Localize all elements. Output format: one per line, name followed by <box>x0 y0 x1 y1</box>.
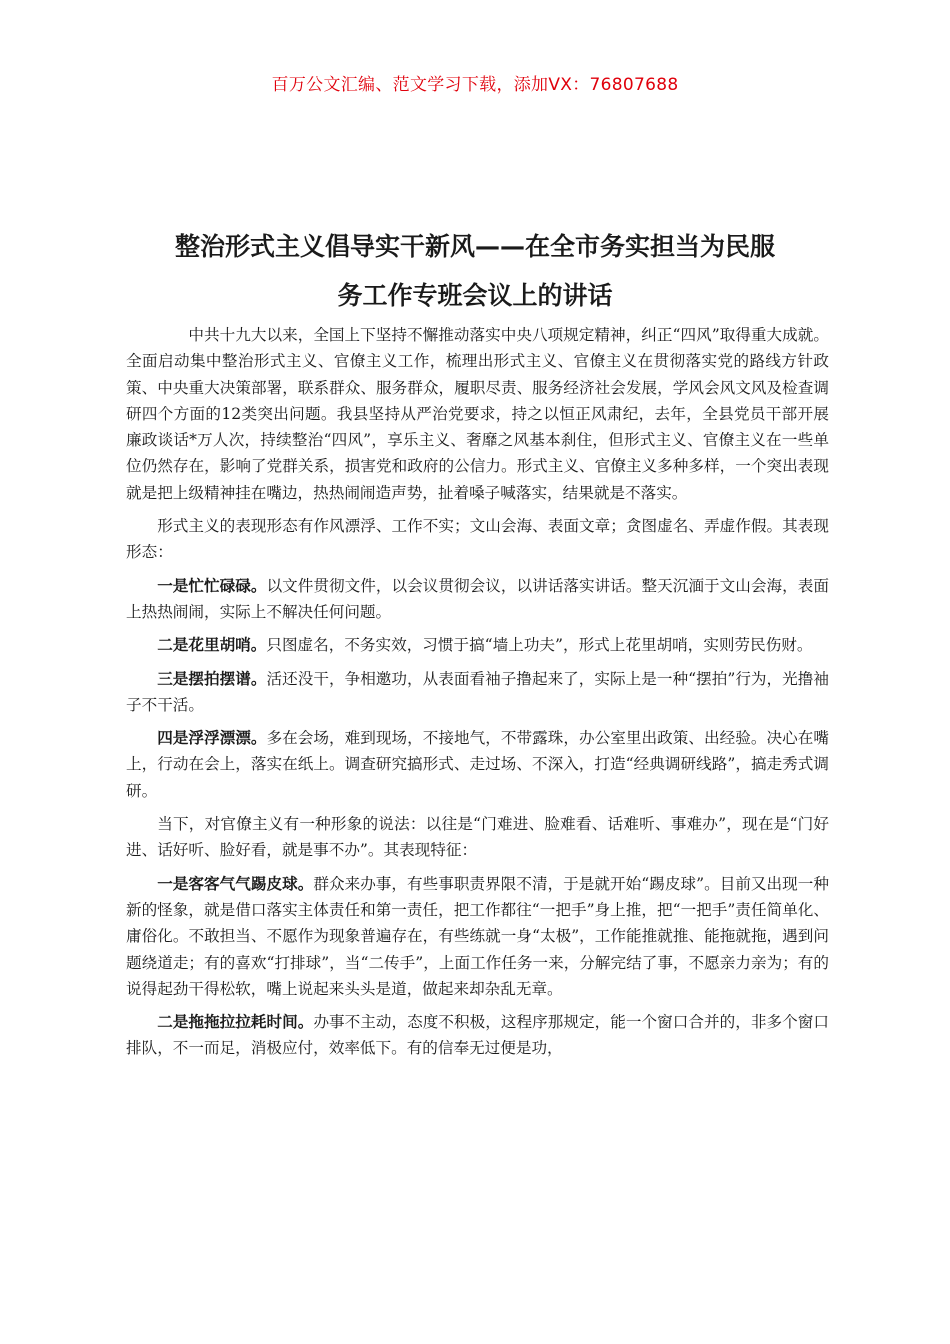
paragraph-lead: 二是拖拖拉拉耗时间。 <box>157 1013 314 1032</box>
paragraph-text: 活还没干，争相邀功，从表面看袖子撸起来了，实际上是一种“摆拍”行为，光撸袖子不干活。 <box>126 669 829 714</box>
paragraph-text: 中共十九大以来，全国上下坚持不懈推动落实中央八项规定精神，纠正“四风”取得重大成就。全面启动集中整治形式主义、官僚主义工作，梳理出形式主义、官僚主义在贯彻落实党的路线方针政策、中央重大决策部署，联系群众、服务群众，履职尽责、服务经济社会发展，学风会风文风及检查调研四个方面的12类突出问题。我县坚持从严治党要求，持之以恒正风肃纪，去年，全县党员干部开展廉政谈话*万人次，持续整治“四风”，享乐主义、奢靡之风基本刹住，但形式主义、官僚主义在一些单位仍然存在，影响了党群关系，损害党和政府的公信力。形式主义、官僚主义多种多样，一个突出表现就是把上级精神挂在嘴边，热热闹闹造声势，扯着嗓子喊落实，结果就是不落实。 <box>126 326 829 502</box>
paragraph-text: 只图虚名，不务实效，习惯于搞“墙上功夫”，形式上花里胡哨，实则劳民伤财。 <box>266 636 813 655</box>
paragraph-text: 形式主义的表现形态有作风漂浮、工作不实；文山会海、表面文章；贪图虚名、弄虚作假。其表现形态： <box>126 517 829 562</box>
paragraph <box>126 1009 829 1062</box>
paragraph-text: 当下，对官僚主义有一种形象的说法：以往是“门难进、脸难看、话难听、事难办”，现在是“门好进、话好听、脸好看，就是事不办”。其表现特征： <box>126 815 829 860</box>
paragraph-text: 群众来办事，有些事职责界限不清，于是就开始“踢皮球”。目前又出现一种新的怪象，就是借口落实主体责任和第一责任，把工作都往“一把手”身上推，把“一把手”责任简单化、庸俗化。不敢担当、不愿作为现象普遍存在，有些练就一身“太极”，工作能推就推、能拖就拖，遇到问题绕道走；有的喜欢“打排球”，当“二传手”，上面工作任务一来，分解完结了事，不愿亲力亲为；有的说得起劲干得松软，嘴上说起来头头是道，做起来却杂乱无章。 <box>126 874 829 998</box>
document-body <box>126 322 829 1069</box>
title-line-2: 务工作专班会议上的讲话 <box>337 281 613 310</box>
paragraph <box>126 725 829 804</box>
paragraph <box>126 322 829 506</box>
document-title <box>100 222 850 320</box>
paragraph <box>126 573 829 626</box>
title-line-1: 整治形式主义倡导实干新风——在全市务实担当为民服 <box>174 232 775 261</box>
paragraph-lead: 一是客客气气踢皮球。 <box>157 874 314 893</box>
paragraph <box>126 666 829 719</box>
paragraph-text: 以文件贯彻文件，以会议贯彻会议，以讲话落实讲话。整天沉湎于文山会海，表面上热热闹闹，实际上不解决任何问题。 <box>126 576 829 621</box>
paragraph <box>126 513 829 566</box>
paragraph-text: 多在会场，难到现场，不接地气，不带露珠，办公室里出政策、出经验。决心在嘴上，行动在会上，落实在纸上。调查研究搞形式、走过场、不深入，打造“经典调研线路”，搞走秀式调研。 <box>126 729 829 800</box>
paragraph-lead: 一是忙忙碌碌。 <box>157 576 267 595</box>
paragraph-lead: 四是浮浮漂漂。 <box>157 729 267 748</box>
paragraph <box>126 632 829 658</box>
paragraph <box>126 871 829 1002</box>
header-banner: 百万公文汇编、范文学习下载，添加VX：76807688 <box>271 75 679 95</box>
paragraph-text: 办事不主动，态度不积极，这程序那规定，能一个窗口合并的，非多个窗口排队，不一而足，消极应付，效率低下。有的信奉无过便是功， <box>126 1013 829 1058</box>
paragraph-lead: 三是摆拍摆谱。 <box>157 669 267 688</box>
paragraph <box>126 811 829 864</box>
paragraph-lead: 二是花里胡哨。 <box>157 636 267 655</box>
